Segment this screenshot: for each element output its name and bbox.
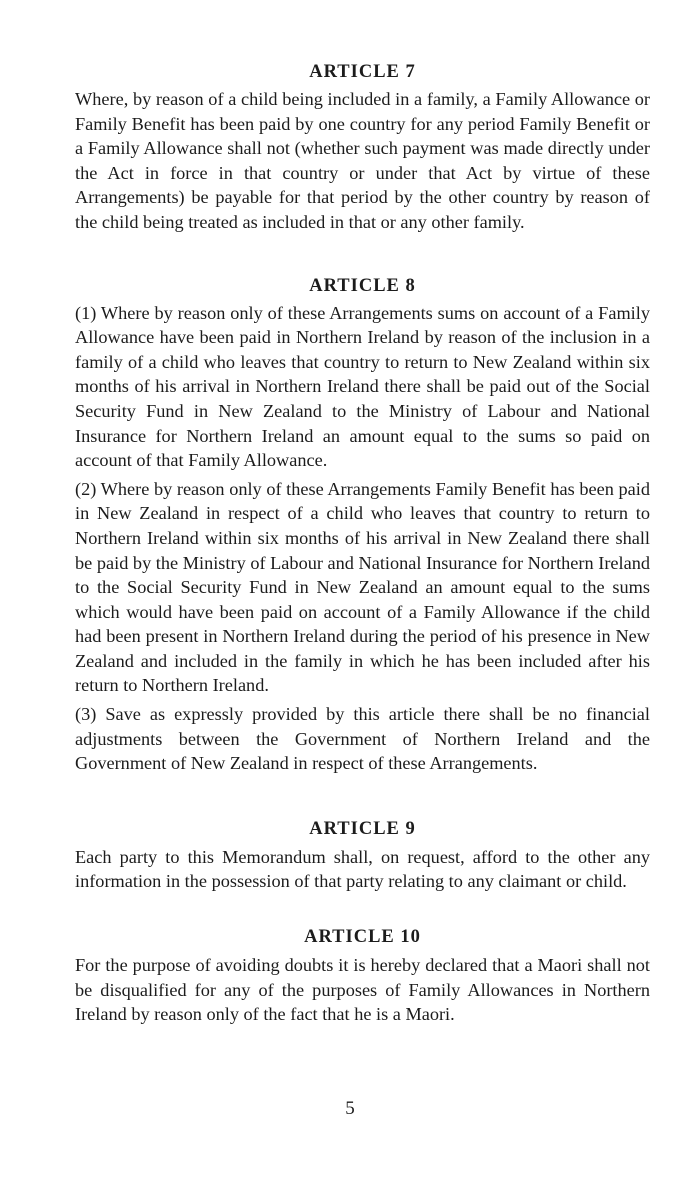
- article-heading: ARTICLE 7: [309, 62, 416, 82]
- article-paragraph: For the purpose of avoiding doubts it is hereby declared that a Maori shall not be disqualified for any of the purposes of Family Allowances in Northern Ireland by reason only of the fact that he is a Maori.: [75, 955, 650, 1025]
- article-10: [75, 924, 650, 1027]
- page-number: 5: [345, 1098, 355, 1119]
- article-paragraph: Each party to this Memorandum shall, on request, afford to the other any information in the possession of that party relating to any claimant or child.: [75, 846, 650, 892]
- document-page: [75, 55, 650, 1027]
- article-paragraph: (2) Where by reason only of these Arrangements Family Benefit has been paid in New Zealand in respect of a child who leaves that country to return to Northern Ireland within six months of his arrival in New Zealand there shall be paid by the Ministry of Labour and National Insurance for Northern Ireland to the Social Security Fund in New Zealand an amount equal to the sums which would have been paid on account of a Family Allowance if the child had been present in Northern Ireland during the period of his presence in New Zealand and included in the family in which he has been included after his return to Northern Ireland.: [75, 478, 650, 696]
- article-9: [75, 816, 650, 894]
- article-paragraph: (3) Save as expressly provided by this article there shall be no financial adjustments between the Government of Northern Ireland and the Government of New Zealand in respect of these Arrangements.: [75, 704, 650, 774]
- article-paragraph: Where, by reason of a child being included in a family, a Family Allowance or Family Benefit has been paid by one country for any period Family Benefit or a Family Allowance shall not (whether such payment was made directly under the Act in force in that country or under that Act by virtue of these Arrangements) be payable for that period by the other country by reason of the child being treated as included in that or any other family.: [75, 89, 650, 232]
- article-paragraph: (1) Where by reason only of these Arrangements sums on account of a Family Allowance have been paid in Northern Ireland by reason of the inclusion in a family of a child who leaves that country to return to New Zealand within six months of his arrival in Northern Ireland there shall be paid out of the Social Security Fund in New Zealand to the Ministry of Labour and National Insurance for Northern Ireland an amount equal to the sums so paid on account of that Family Allowance.: [75, 302, 650, 471]
- article-heading: ARTICLE 9: [309, 818, 416, 839]
- article-7: [75, 59, 650, 235]
- article-heading: ARTICLE 10: [304, 927, 421, 948]
- article-8: [75, 273, 650, 776]
- article-heading: ARTICLE 8: [309, 275, 416, 296]
